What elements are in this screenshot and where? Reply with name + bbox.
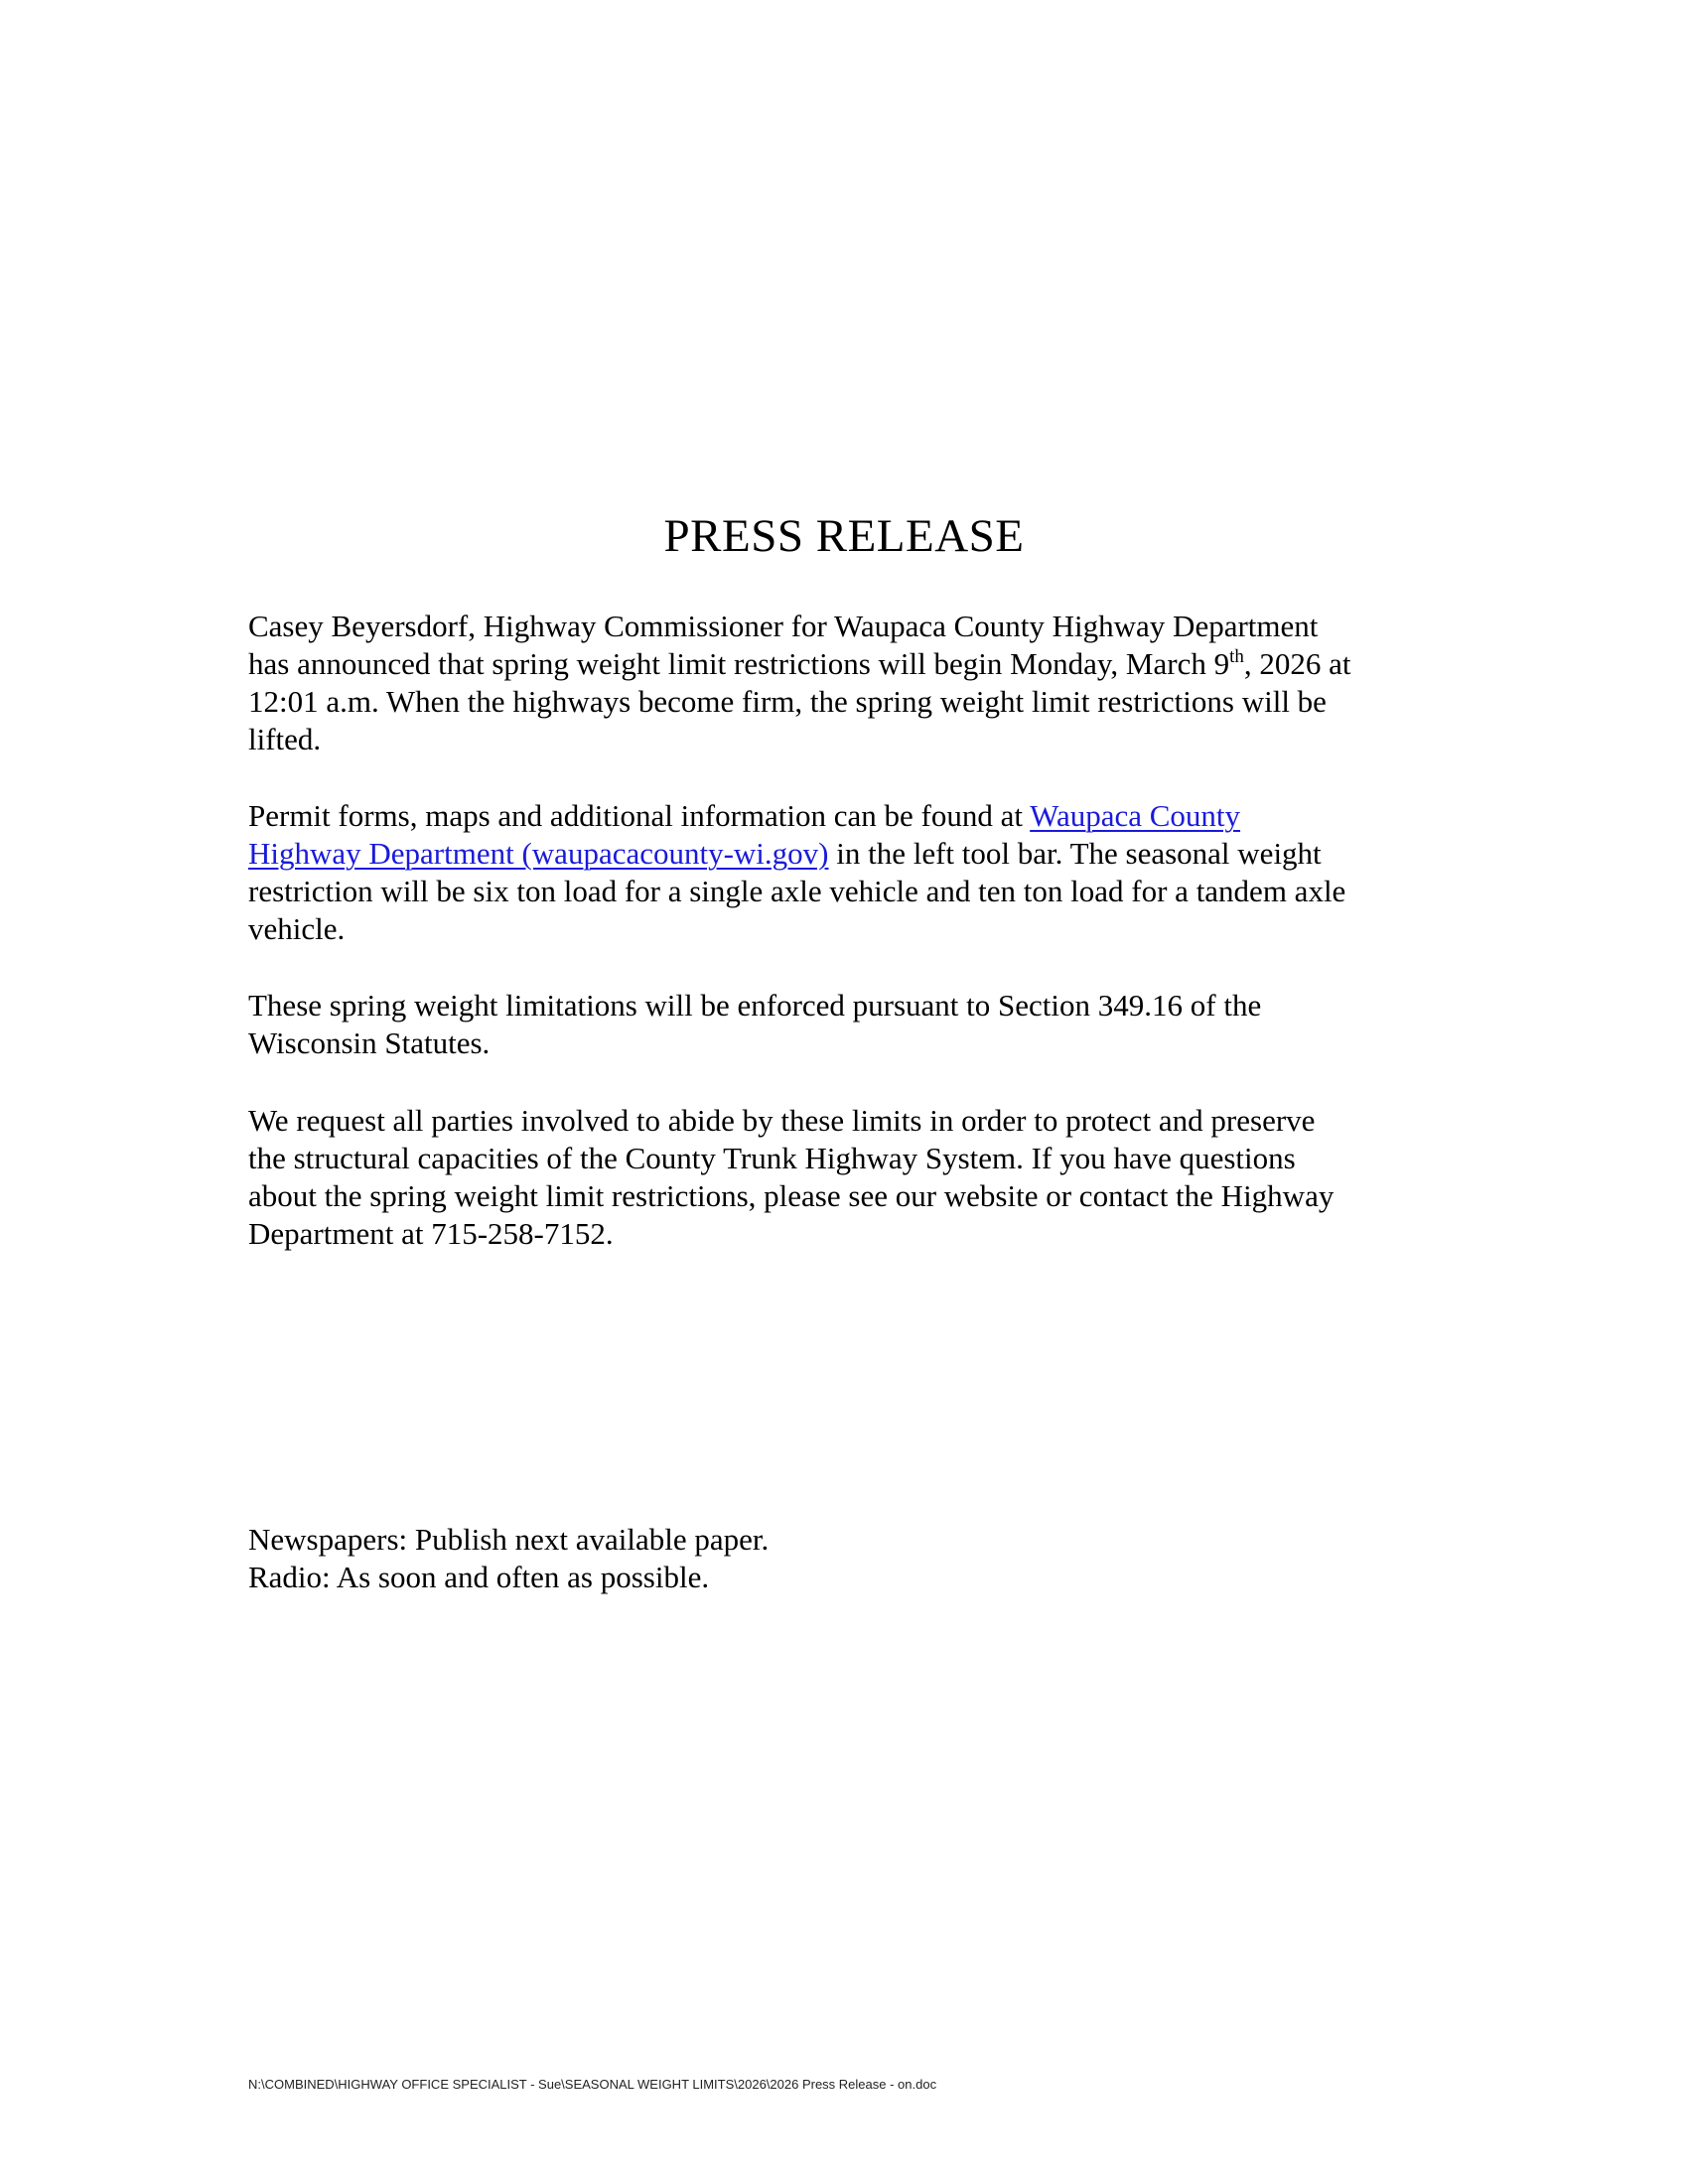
announcement-paragraph [248, 608, 1470, 758]
paragraph-line: Department at 715-258-7152. [248, 1216, 614, 1251]
highway-department-link[interactable]: Waupaca County [1030, 798, 1241, 833]
paragraph-line: 12:01 a.m. When the highways become firm, the spring weight limit restrictions will be [248, 684, 1327, 719]
paragraph-line: lifted. [248, 722, 322, 756]
paragraph-text: , 2026 at [1243, 646, 1351, 681]
distribution-notes [248, 1521, 1470, 1596]
permit-info-paragraph [248, 797, 1470, 948]
highway-department-link-continued[interactable]: Highway Department (waupacacounty-wi.gov) [248, 836, 829, 871]
paragraph-line: Casey Beyersdorf, Highway Commissioner for Waupaca County Highway Department [248, 609, 1319, 643]
paragraph-text: Permit forms, maps and additional information can be found at [248, 798, 1031, 833]
paragraph-line [248, 797, 1470, 835]
paragraph-line: vehicle. [248, 911, 346, 946]
ordinal-superscript: th [1229, 646, 1244, 667]
request-paragraph [248, 1102, 1470, 1253]
paragraph-line [248, 645, 1470, 683]
paragraph-line: We request all parties involved to abide by these limits in order to protect and preserve [248, 1103, 1316, 1138]
paragraph-text: has announced that spring weight limit restrictions will begin Monday, March 9 [248, 646, 1230, 681]
paragraph-line: These spring weight limitations will be enforced pursuant to Section 349.16 of the [248, 988, 1262, 1023]
file-path-footer: N:\COMBINED\HIGHWAY OFFICE SPECIALIST - Sue\SEASONAL WEIGHT LIMITS\2026\2026 Press Release - on.doc [248, 2077, 937, 2092]
paragraph-line: about the spring weight limit restrictions, please see our website or contact the Highway [248, 1178, 1335, 1213]
paragraph-line: Wisconsin Statutes. [248, 1025, 491, 1060]
paragraph-line: restriction will be six ton load for a single axle vehicle and ten ton load for a tandem axle [248, 874, 1346, 908]
newspapers-note: Newspapers: Publish next available paper. [248, 1522, 770, 1557]
paragraph-line [248, 835, 1470, 873]
paragraph-text: in the left tool bar. The seasonal weight [828, 836, 1322, 871]
statute-paragraph [248, 987, 1470, 1062]
radio-note: Radio: As soon and often as possible. [248, 1560, 710, 1594]
page-title: PRESS RELEASE [663, 510, 1025, 562]
paragraph-line: the structural capacities of the County Trunk Highway System. If you have questions [248, 1141, 1296, 1175]
